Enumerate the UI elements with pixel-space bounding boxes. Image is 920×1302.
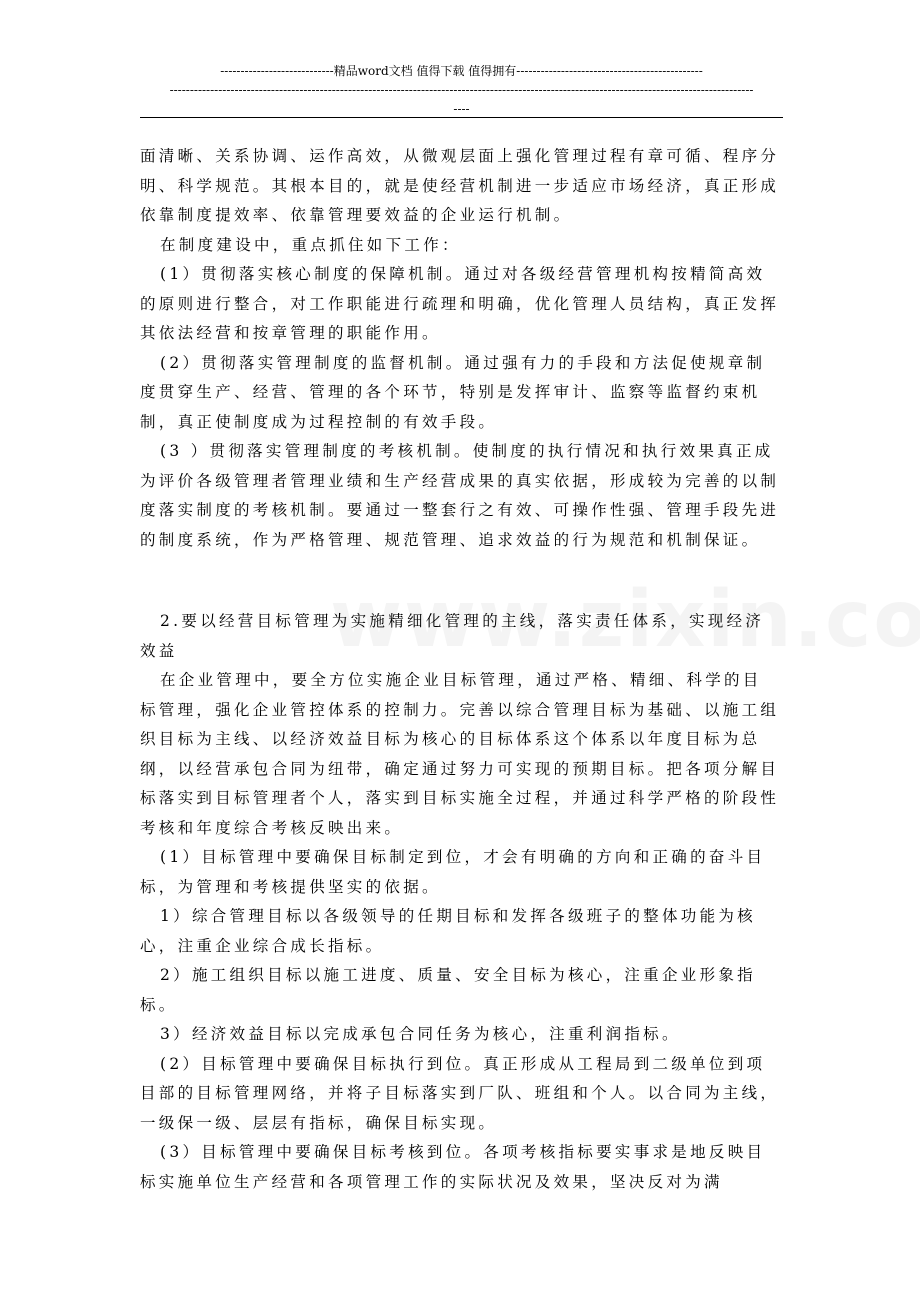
paragraph: (3）目标管理中要确保目标考核到位。各项考核指标要实事求是地反映目标实施单位生产经营和各项管理工作的实际状况及效果，坚决反对为满	[140, 1143, 766, 1191]
paragraph: (2）目标管理中要确保目标执行到位。真正形成从工程局到二级单位到项目部的目标管理网络，并将子目标落实到厂队、班组和个人。以合同为主线，一级保一级、层层有指标，确保目标实现。	[140, 1054, 780, 1132]
paragraph: (3 ）贯彻落实管理制度的考核机制。使制度的执行情况和执行效果真正成为评价各级管理者管理业绩和生产经营成果的真实依据，形成较为完善的以制度落实制度的考核机制。要通过一整套行之有效、可操作性强、管理手段先进的制度系统，作为严格管理、规范管理、追求效益的行为规范和机制保证。	[140, 442, 780, 549]
section-heading: 2.要以经营目标管理为实施精细化管理的主线，落实责任体系，实现经济效益	[140, 612, 765, 660]
document-body	[140, 142, 780, 1197]
paragraph: 面清晰、关系协调、运作高效，从微观层面上强化管理过程有章可循、程序分明、科学规范。其根本目的，就是使经营机制进一步适应市场经济，真正形成依靠制度提效率、依靠管理要效益的企业运行机制。	[140, 147, 780, 224]
header-line-3: ----	[453, 102, 470, 116]
paragraph: 3）经济效益目标以完成承包合同任务为核心，注重利润指标。	[160, 1025, 681, 1043]
page-header	[140, 62, 783, 119]
paragraph: (1）贯彻落实核心制度的保障机制。通过对各级经营管理机构按精简高效的原则进行整合，对工作职能进行疏理和明确，优化管理人员结构，真正发挥其依法经营和按章管理的职能作用。	[140, 265, 780, 342]
header-line-1: ----------------------------精品word文档 值得下载 值得拥有----------------------------------------------	[220, 64, 703, 78]
header-line-2: ------------------------------------------------------------------------------------------------------------------------------------------------	[169, 83, 754, 97]
paragraph: 1）综合管理目标以各级领导的任期目标和发挥各级班子的整体功能为核心，注重企业综合成长指标。	[140, 907, 756, 955]
header-rule	[140, 117, 783, 118]
paragraph: (1）目标管理中要确保目标制定到位，才会有明确的方向和正确的奋斗目标，为管理和考核提供坚实的依据。	[140, 848, 766, 896]
paragraph: 在企业管理中，要全方位实施企业目标管理，通过严格、精细、科学的目标管理，强化企业管控体系的控制力。完善以综合管理目标为基础、以施工组织目标为主线、以经济效益目标为核心的目标体系这个体系以年度目标为总纲，以经营承包合同为纽带，确定通过努力可实现的预期目标。把各项分解目标落实到目标管理者个人，落实到目标实施全过程，并通过科学严格的阶段性考核和年度综合考核反映出来。	[140, 671, 780, 837]
paragraph: (2）贯彻落实管理制度的监督机制。通过强有力的手段和方法促使规章制度贯穿生产、经营、管理的各个环节，特别是发挥审计、监察等监督约束机制，真正使制度成为过程控制的有效手段。	[140, 353, 766, 431]
paragraph: 2）施工组织目标以施工进度、质量、安全目标为核心，注重企业形象指标。	[140, 966, 756, 1014]
paragraph: 在制度建设中，重点抓住如下工作：	[160, 235, 461, 254]
